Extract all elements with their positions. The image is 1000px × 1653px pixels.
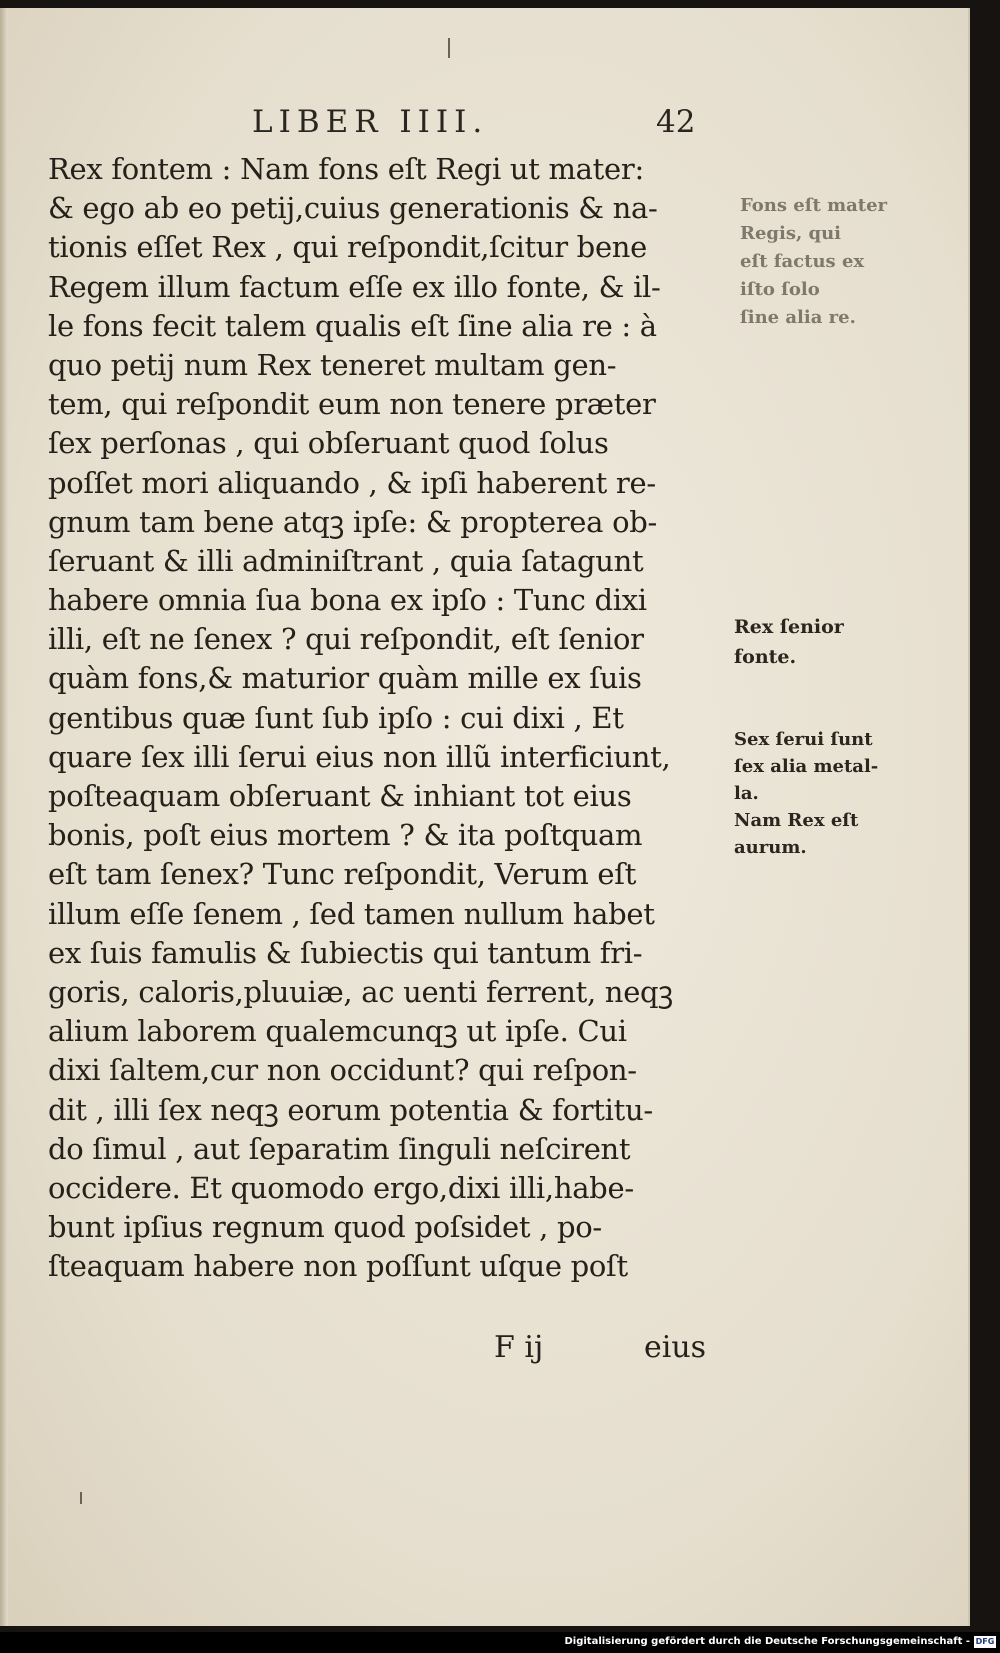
text-line: ſex perſonas , qui obſeruant quod ſolus [48,426,609,461]
catchword: eius [644,1330,707,1365]
text-line: tionis eſſet Rex , qui reſpondit,ſcitur bene [48,230,648,265]
text-line: eſt tam ſenex? Tunc reſpondit, Verum eſt [48,857,637,892]
catchline [0,1330,968,1370]
paper-blemish [80,1492,82,1504]
marginal-note-fons [740,192,887,332]
marginal-note-line: Regis, qui [740,223,842,244]
text-line: ſteaquam habere non poſſunt uſque poſt [48,1249,628,1284]
text-line: goris, caloris,pluuiæ, ac uenti ferrent, neqꝫ [48,974,673,1009]
text-line: tem, qui reſpondit eum non tenere præter [48,387,656,422]
text-line: gentibus quæ ſunt ſub ipſo : cui dixi , Et [48,700,624,735]
page-gutter-shadow [0,8,8,1626]
text-line: quàm fons,& maturior quàm mille ex ſuis [48,661,642,696]
text-line: & ego ab eo petij,cuius generationis & na- [48,191,658,226]
body-text [48,150,728,1286]
text-line: gnum tam bene atqꝫ ipſe: & propterea ob- [48,504,658,539]
marginal-note-line: aurum. [734,837,807,858]
running-head: LIBER IIII. [252,104,489,140]
text-line: quare ſex illi ſerui eius non illũ interficiunt, [48,739,671,774]
text-line: le fons fecit talem qualis eſt ſine alia re : à [48,308,657,343]
text-line: poſteaquam obſeruant & inhiant tot eius [48,779,632,813]
funding-credit: Digitalisierung gefördert durch die Deutsche Forschungsgemeinschaft - [564,1636,970,1647]
page-number: 42 [656,104,696,140]
marginal-note-line: Nam Rex eſt [734,810,859,831]
text-line: illum eſſe ſenem , ſed tamen nullum habet [48,896,655,931]
text-line: occidere. Et quomodo ergo,dixi illi,habe- [48,1170,634,1205]
marginal-note-line: fonte. [734,646,797,668]
text-line: alium laborem qualemcunqꝫ ut ipſe. Cui [48,1014,627,1049]
marginal-note-line: Sex ſerui ſunt [734,729,873,750]
text-line: bonis, poſt eius mortem ? & ita poſtquam [48,818,643,853]
text-line: Regem illum factum eſſe ex illo fonte, & il- [48,269,661,304]
page-header [0,104,968,144]
marginal-note-sex-serui [734,726,878,861]
marginal-note-line: Rex ſenior [734,616,844,638]
text-line: ſeruant & illi adminiſtrant , quia ſatagunt [48,543,644,578]
text-line: illi, eſt ne ſenex ? qui reſpondit, eſt ſenior [48,622,644,657]
paper-blemish [448,38,450,58]
text-line: quo petij num Rex teneret multam gen- [48,347,617,382]
marginal-note-line: la. [734,783,759,804]
signature-mark: F ij [494,1330,544,1365]
text-line: Rex fontem : Nam fons eſt Regi ut mater: [48,152,644,186]
text-line: do ſimul , aut ſeparatim ſinguli neſcirent [48,1131,631,1166]
marginal-note-line: ſex alia metal- [734,756,879,777]
marginal-note-line: ſine alia re. [740,307,856,328]
marginal-note-line: iſto ſolo [740,279,820,300]
marginal-note-line: eſt factus ex [740,251,865,272]
marginal-note-line: Fons eſt mater [740,195,888,216]
text-line: habere omnia ſua bona ex ipſo : Tunc dixi [48,583,647,618]
text-line: ex ſuis famulis & ſubiectis qui tantum fri- [48,935,643,970]
text-line: dit , illi ſex neqꝫ eorum potentia & fortitu- [48,1092,653,1127]
dfg-logo: DFG [975,1637,995,1646]
text-line: dixi ſaltem,cur non occidunt? qui reſpon- [48,1053,637,1088]
text-line: bunt ipſius regnum quod poſsidet , po- [48,1210,602,1245]
text-line: poſſet mori aliquando , & ipſi haberent re- [48,465,656,500]
marginal-note-rex-senior [734,612,844,672]
